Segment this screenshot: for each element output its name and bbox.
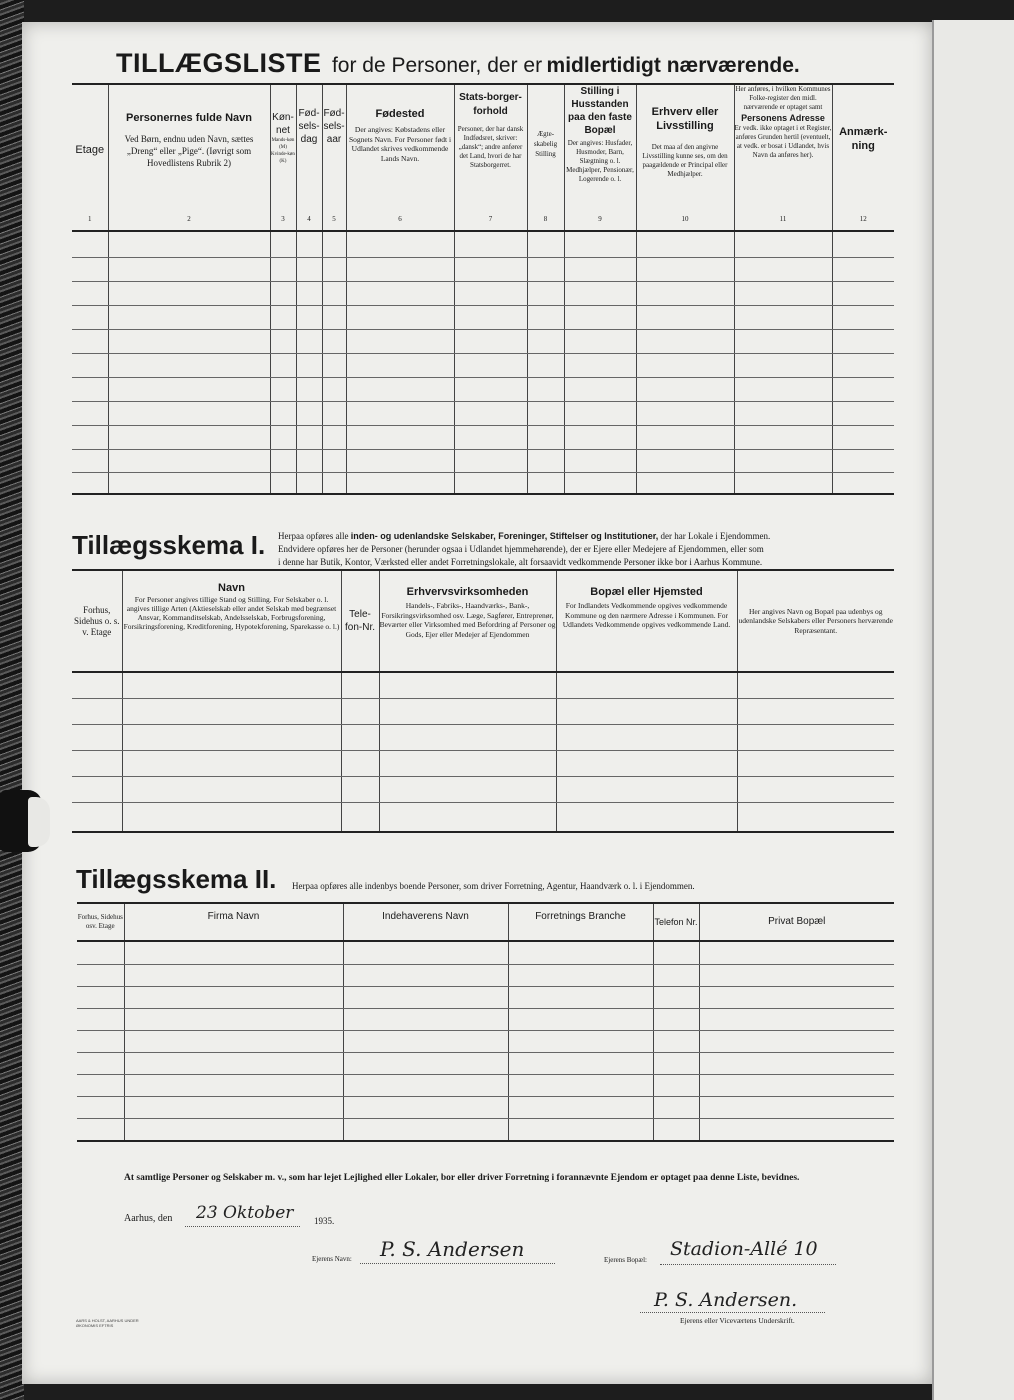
schema1-text-1c: der har Lokale i Ejendommen. (660, 531, 771, 541)
schema2-col-etage: Forhus, Sidehus osv. Etage (77, 913, 123, 930)
signature-label: Ejerens eller Viceværtens Underskrift. (680, 1316, 795, 1325)
page-tab-paper (28, 797, 50, 847)
main-table-cell[interactable] (346, 232, 454, 494)
schema1-text-1b: inden- og udenlandske Selskaber, Foreninger, Stiftelser og Institutioner, (350, 531, 659, 541)
signature-line (640, 1312, 825, 1313)
col-citizenship: Stats-borger-forhold Personer, der har dansk Indfødsret, skriver: „dansk“; andre anfører det Land, hvori de har Statsborgerret. (454, 85, 527, 215)
schema1-cell[interactable] (737, 673, 894, 831)
col-etage: Etage (75, 144, 105, 156)
schema1-instructions (278, 530, 898, 569)
main-table-cell[interactable] (636, 232, 734, 494)
schema2-col-address: Privat Bopæl (699, 904, 894, 940)
schema2-col-firm: Firma Navn (124, 904, 343, 940)
schema2-cell[interactable] (508, 942, 653, 1140)
owner-address-line (660, 1264, 836, 1265)
schema2-cell[interactable] (77, 942, 124, 1140)
schema2-row-line (77, 1096, 894, 1097)
printer-imprint: AARS & HOLST, AARHUS UNDER ØKONOMIS EFTRIS (76, 1318, 139, 1328)
main-row-line (72, 329, 894, 330)
schema1-cell[interactable] (72, 673, 122, 831)
col-household: Stilling i Husstanden paa den faste Bopæl Der angives: Husfader, Husmoder, Barn, Slægtning o. l. Medhjælper, Pensionær, Logerende o. l. (564, 85, 636, 215)
col-num-1: 1 (88, 215, 92, 223)
main-row-line (72, 353, 894, 354)
col-occupation: Erhverv eller Livsstilling Det maa af den angivne Livsstilling kunne ses, om den paagældende er Principal eller Medhjælper. (636, 85, 734, 215)
col-num-12: 12 (832, 215, 894, 230)
schema2-header (77, 904, 894, 940)
col-num-9: 9 (564, 215, 636, 230)
main-table-cell[interactable] (527, 232, 564, 494)
signature-handwritten[interactable]: P. S. Andersen. (654, 1289, 798, 1311)
schema1-col-representative: Her angives Navn og Bopæl paa udenbys og udenlandske Selskabers eller Personers herværende Repræsentant. (737, 571, 894, 671)
schema2-col-owner: Indehaverens Navn (343, 904, 508, 940)
col-num-3: 3 (270, 215, 296, 230)
main-table-cell[interactable] (296, 232, 322, 494)
col-num-5: 5 (322, 215, 346, 230)
col-gender: Køn-net Mands-køn (M) Kvinde-køn (K) (270, 85, 296, 215)
col-birthplace: Fødested Der angives: Købstadens eller Sognets Navn. For Personer født i Udlandet skrives vedkommende Lands Navn. (346, 85, 454, 215)
owner-name-label: Ejerens Navn: (312, 1255, 352, 1263)
owner-address-label: Ejerens Bopæl: (604, 1256, 647, 1264)
main-table-cell[interactable] (564, 232, 636, 494)
footer-statement-text: At samtlige Personer og Selskaber m. v., som har lejet Lejlighed eller Lokaler, bor eller driver Forretning i forannævnte Ejendom er optaget paa denne Liste, bevidnes. (124, 1173, 800, 1183)
schema2-row-line (77, 986, 894, 987)
schema1-text-2: Endvidere opføres her de Personer (herunder ogsaa i Udlandet hjemmehørende), der er Ejere eller Medejere af Ejendommen, eller som (278, 544, 764, 554)
schema1-row-line (72, 802, 894, 803)
title-rest: for de Personer, der er (331, 54, 543, 77)
schema2-row-line (77, 1118, 894, 1119)
col-marital: Ægte-skabelig Stilling (527, 85, 564, 215)
main-row-line (72, 305, 894, 306)
next-page-edge (932, 20, 1014, 1400)
schema1-row-line (72, 776, 894, 777)
schema1-header (72, 571, 894, 671)
schema1-col-name: Navn For Personer angives tillige Stand og Stilling. For Selskaber o. l. angives tillige Arten (Aktieselskab eller andet Selskab med begrænset Ansvar, Kommanditselskab, Andelsselskab, Forbrugsforening, Forsikringsforening, Kreditforening, Hypotekforening, Sparekasse o. l.) (122, 571, 341, 671)
schema2-cell[interactable] (699, 942, 894, 1140)
schema2-cell[interactable] (124, 942, 343, 1140)
col-num-11: 11 (734, 215, 832, 230)
main-table-cell[interactable] (270, 232, 296, 494)
schema1-col-residence: Bopæl eller Hjemsted For Indlandets Vedkommende opgives vedkommende Kommune og den nærmere Adresse i Kommunen. For Udlandets Vedkommende opgives vedkommende Land. (556, 571, 737, 671)
schema2-row-line (77, 1052, 894, 1053)
col-birthday: Fød-sels-dag (296, 85, 322, 215)
main-table-cell[interactable] (108, 232, 270, 494)
main-table-cell[interactable] (734, 232, 832, 494)
schema2-cell[interactable] (343, 942, 508, 1140)
footer-place: Aarhus, den (124, 1213, 173, 1224)
main-table-bottom-rule (72, 493, 894, 495)
schema1-cell[interactable] (556, 673, 737, 831)
main-row-line (72, 401, 894, 402)
schema2-row-line (77, 1008, 894, 1009)
schema1-cell[interactable] (379, 673, 556, 831)
schema2-row-line (77, 1074, 894, 1075)
schema2-instructions: Herpaa opføres alle indenbys boende Personer, som driver Forretning, Agentur, Haandværk o. l. i Ejendommen. (292, 881, 695, 891)
main-table-body (72, 232, 894, 494)
col-num-8: 8 (527, 215, 564, 230)
col-num-7: 7 (454, 215, 527, 230)
schema1-cell[interactable] (122, 673, 341, 831)
col-num-4: 4 (296, 215, 322, 230)
main-table-header (72, 85, 894, 230)
schema2-col-phone: Telefon Nr. (653, 904, 699, 940)
schema2-row-line (77, 964, 894, 965)
title-bold: midlertidigt nærværende. (546, 54, 800, 77)
schema1-col-phone: Tele-fon-Nr. (341, 571, 379, 671)
main-row-line (72, 472, 894, 473)
col-address: Her anføres, i hvilken Kommunes Folke-register den midl. nærværende er optaget samt Personens Adresse Er vedk. ikke optaget i et Register, anføres Grunden hertil (eventuelt, at vedk. er bosat i Udlandet, hvis Navn da anføres her). (734, 85, 832, 215)
main-row-line (72, 425, 894, 426)
owner-address-handwritten[interactable]: Stadion-Allé 10 (670, 1238, 818, 1260)
col-num-6: 6 (346, 215, 454, 230)
schema1-col-business: Erhvervsvirksomheden Handels-, Fabriks-, Haandværks-, Bank-, Forsikringsvirksomhed osv. Læge, Sagfører, Entreprenør, Beværter eller Virksomhed med Befordring af Personer og Gods, Ejer eller Medejer af Ejendommen (379, 571, 556, 671)
schema1-text-3: i denne har Butik, Kontor, Værksted eller andet Forretningslokale, alt forsaavidt vedkommende Personer ikke bor i Aarhus Kommune. (278, 557, 763, 567)
date-line (185, 1226, 300, 1227)
schema2-title: Tillægsskema II. (76, 864, 277, 894)
main-table-cell[interactable] (454, 232, 527, 494)
main-row-line (72, 377, 894, 378)
col-num-2: 2 (108, 215, 270, 230)
main-table-cell[interactable] (322, 232, 346, 494)
owner-name-line (360, 1263, 555, 1264)
schema1-row-line (72, 724, 894, 725)
page-title (116, 48, 876, 79)
footer-year: 1935. (314, 1216, 335, 1226)
schema2-row-line (77, 1030, 894, 1031)
book-binding (0, 0, 24, 1400)
main-row-line (72, 281, 894, 282)
schema1-bottom-rule (72, 831, 894, 833)
schema1-body (72, 673, 894, 831)
main-table-cell[interactable] (72, 232, 108, 494)
col-num-10: 10 (636, 215, 734, 230)
schema2-col-branch: Forretnings Branche (508, 904, 653, 940)
schema2-bottom-rule (77, 1140, 894, 1142)
schema1-row-line (72, 750, 894, 751)
schema1-text-1: Herpaa opføres alle (278, 531, 349, 541)
main-table-cell[interactable] (832, 232, 894, 494)
main-row-line (72, 257, 894, 258)
main-row-line (72, 449, 894, 450)
schema1-cell[interactable] (341, 673, 379, 831)
col-birthyear: Fød-sels-aar (322, 85, 346, 215)
col-remarks: Anmærk-ning (832, 85, 894, 215)
schema2-cell[interactable] (653, 942, 699, 1140)
schema1-col-etage: Forhus, Sidehus o. s. v. Etage (73, 604, 120, 637)
date-handwritten[interactable]: 23 Oktober (196, 1203, 294, 1223)
footer-statement (124, 1173, 799, 1183)
schema1-title: Tillægsskema I. (72, 530, 266, 560)
owner-name-handwritten[interactable]: P. S. Andersen (380, 1237, 525, 1261)
schema2-body (77, 942, 894, 1140)
col-name: Personernes fulde Navn Ved Børn, endnu uden Navn, sættes „Dreng“ eller „Pige“. (Iøvrigt som Hovedlistens Rubrik 2) (108, 85, 270, 215)
title-main: TILLÆGSLISTE (116, 48, 322, 78)
schema1-row-line (72, 698, 894, 699)
